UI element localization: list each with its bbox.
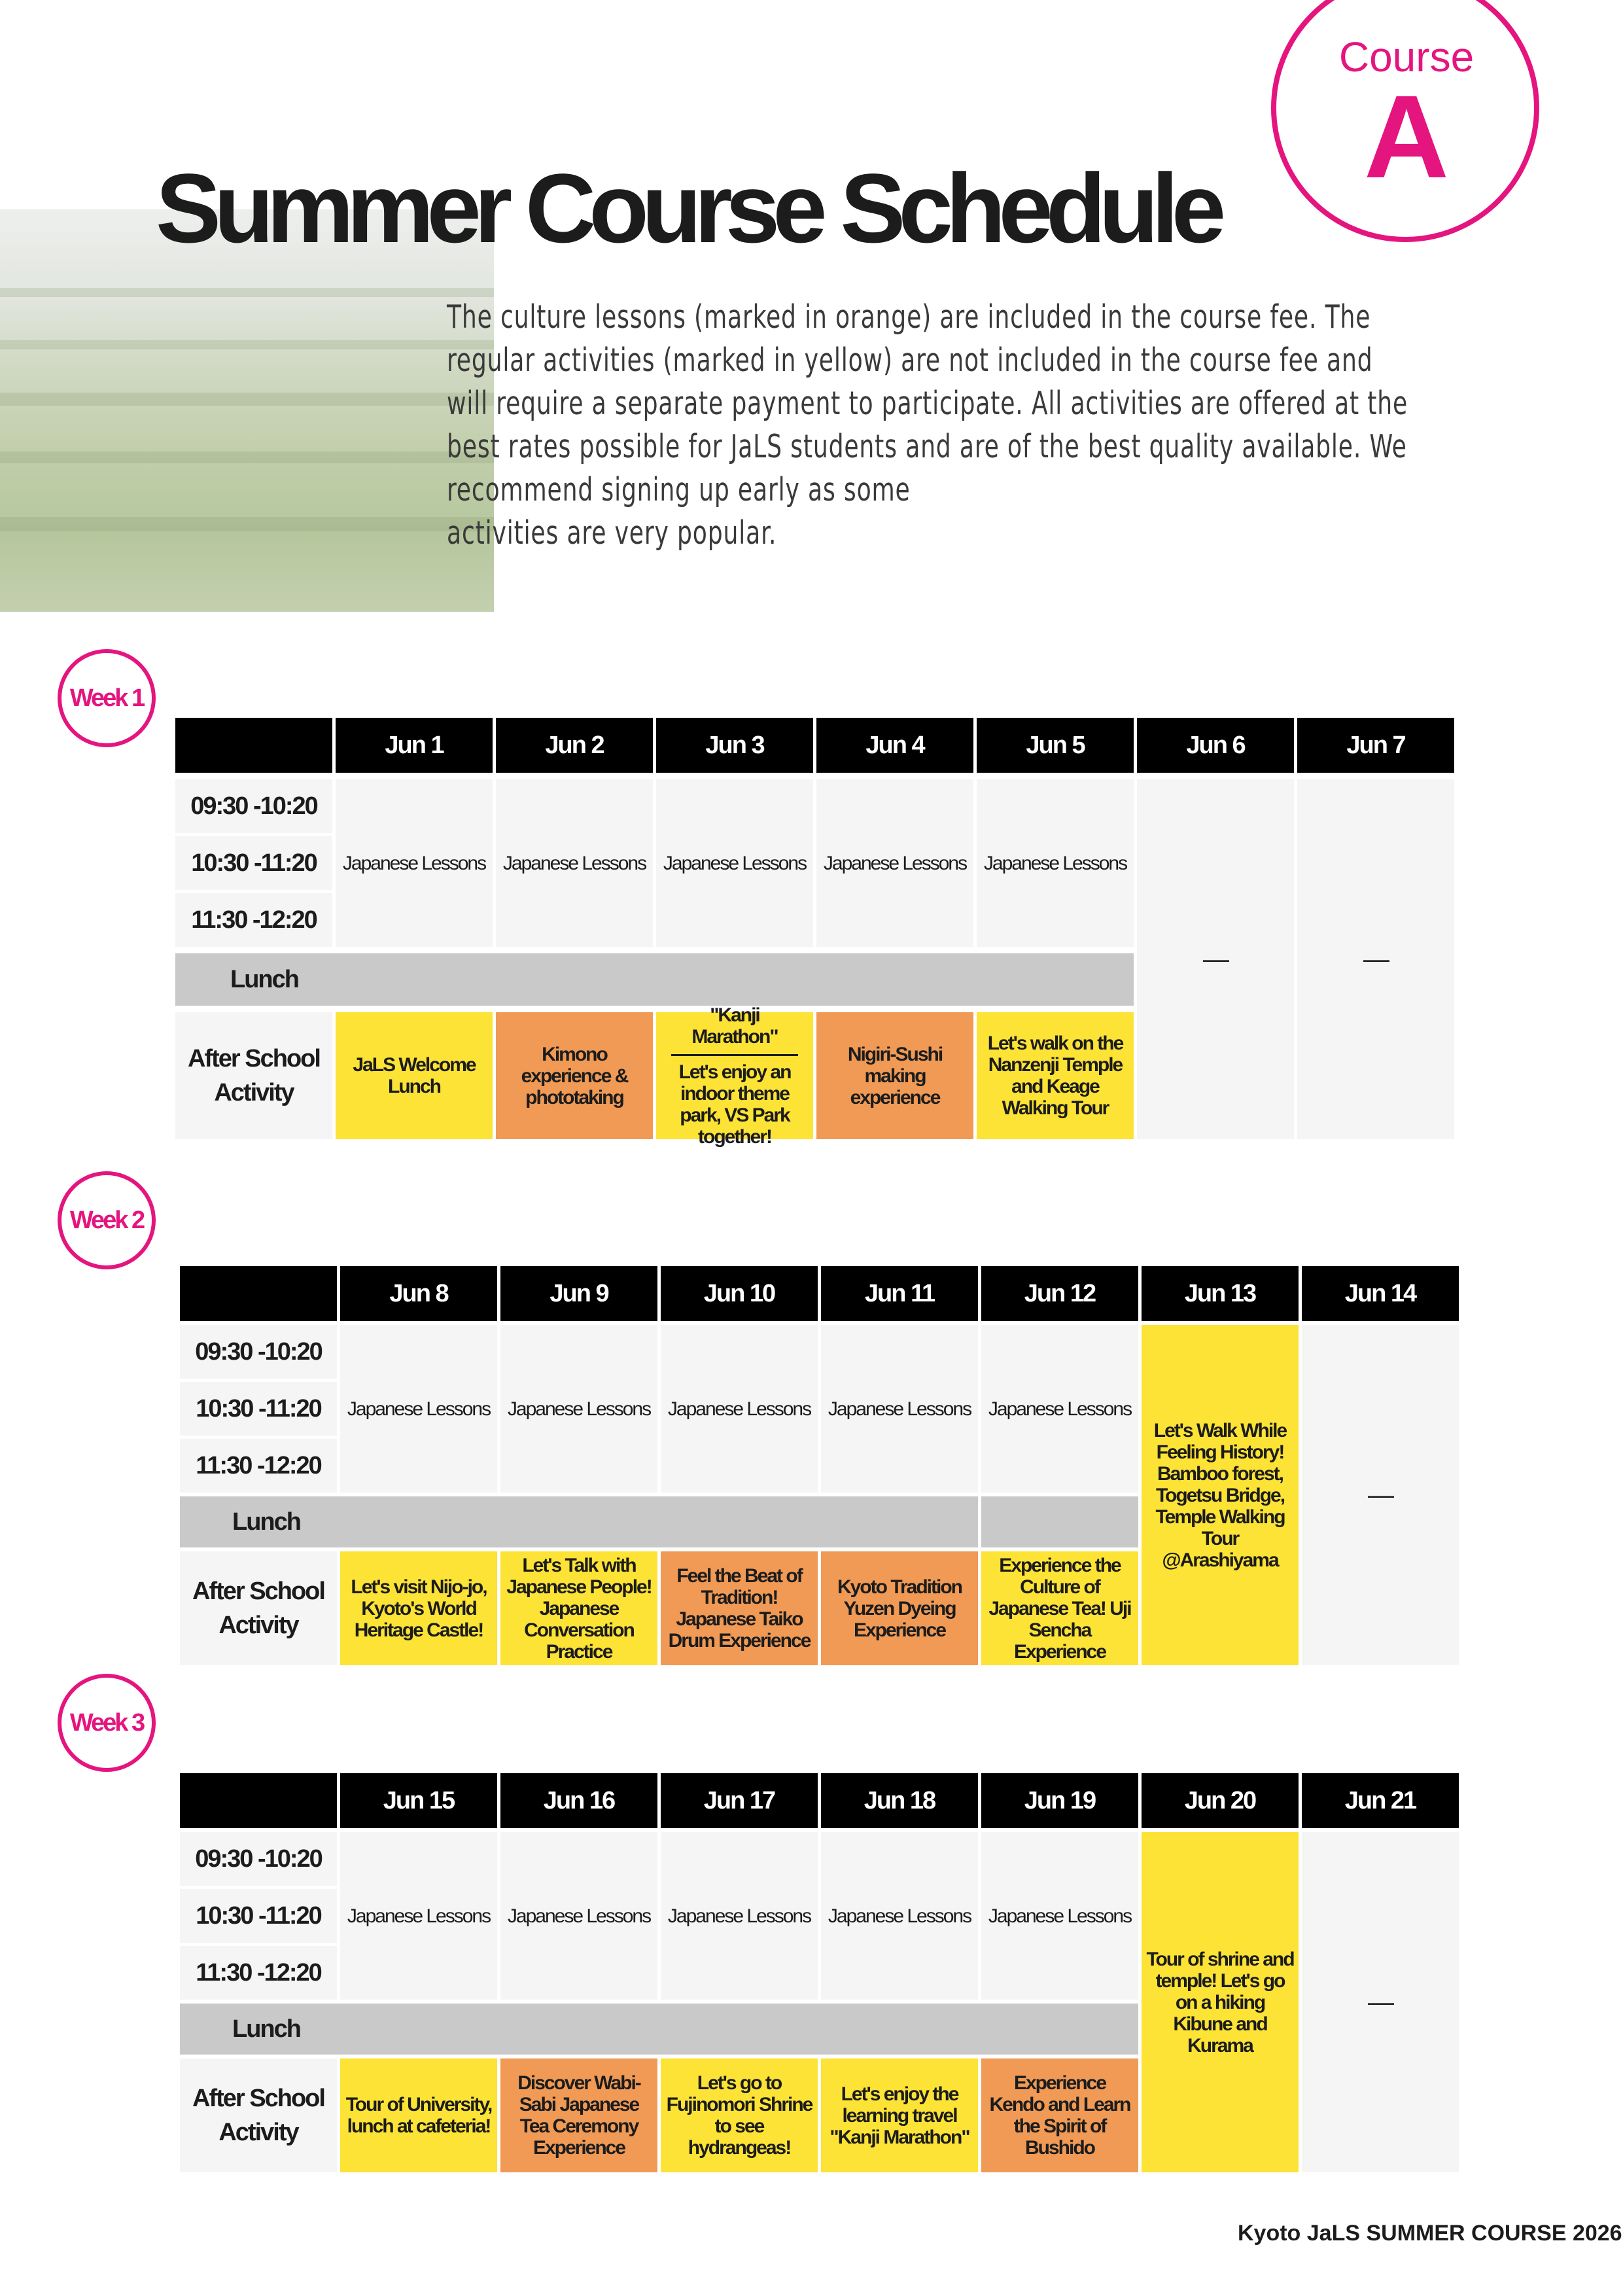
time-slot: 11:30 -12:20 [180,1946,337,2000]
activity-cell: JaLS Welcome Lunch [336,1012,493,1139]
week-label: Week 1 [69,684,144,712]
day-header: Jun 18 [821,1773,978,1828]
intro-line: The culture lessons (marked in orange) are included in the course fee. The [447,298,1371,336]
lesson-cell: Japanese Lessons [496,779,653,947]
header-blank [180,1773,337,1828]
course-badge [1266,0,1547,262]
lesson-cell: Japanese Lessons [981,1832,1138,2000]
course-letter: A [1364,71,1449,203]
lesson-cell: Japanese Lessons [340,1832,497,2000]
day-header: Jun 6 [1137,718,1294,773]
time-slot: 11:30 -12:20 [175,893,332,947]
week-1-badge [58,649,156,747]
course-word: Course [1338,33,1475,80]
activity-cell: Feel the Beat of Tradition! Japanese Taiko Drum Experience [661,1551,818,1665]
intro-line: recommend signing up early as some [447,471,911,508]
header-blank [175,718,332,773]
after-school-label: After School Activity [180,2058,337,2172]
day-header: Jun 21 [1302,1773,1459,1828]
no-activity: — [1297,779,1454,1139]
time-slot: 10:30 -11:20 [180,1889,337,1943]
day-header: Jun 17 [661,1773,818,1828]
activity-cell: Tour of University, lunch at cafeteria! [340,2058,497,2172]
day-header: Jun 3 [656,718,813,773]
time-slot: 09:30 -10:20 [180,1325,337,1379]
day-header: Jun 2 [496,718,653,773]
intro-line: best rates possible for JaLS students and are of the best quality available. We [447,428,1407,465]
lesson-cell: Japanese Lessons [977,779,1134,947]
lunch-row-extension [981,1496,1138,1547]
day-header: Jun 9 [500,1266,657,1321]
activity-cell: Let's Walk While Feeling History! Bamboo forest, Togetsu Bridge, Temple Walking Tour @Arashiyama [1142,1325,1299,1665]
header-blank [180,1266,337,1321]
activity-cell: Kyoto Tradition Yuzen Dyeing Experience [821,1551,978,1665]
activity-cell: Let's go to Fujinomori Shrine to see hydrangeas! [661,2058,818,2172]
day-header: Jun 15 [340,1773,497,1828]
activity-cell: Let's visit Nijo-jo, Kyoto's World Heritage Castle! [340,1551,497,1665]
activity-cell: Let's walk on the Nanzenji Temple and Keage Walking Tour [977,1012,1134,1139]
activity-cell: Kimono experience & phototaking [496,1012,653,1139]
no-activity: — [1302,1325,1459,1665]
lesson-cell: Japanese Lessons [656,779,813,947]
time-slot: 09:30 -10:20 [180,1832,337,1886]
day-header: Jun 4 [816,718,973,773]
page-title: Summer Course Schedule [156,153,1219,263]
lesson-cell: Japanese Lessons [816,779,973,947]
day-header: Jun 1 [336,718,493,773]
footer-text: Kyoto JaLS SUMMER COURSE 2026 [1238,2221,1622,2246]
activity-cell: Experience the Culture of Japanese Tea! Uji Sencha Experience [981,1551,1138,1665]
day-header: Jun 14 [1302,1266,1459,1321]
time-slot: 11:30 -12:20 [180,1439,337,1492]
lesson-cell: Japanese Lessons [821,1325,978,1492]
time-slot: 10:30 -11:20 [180,1382,337,1436]
time-slot: 10:30 -11:20 [175,836,332,890]
activity-cell [656,1004,813,1148]
intro-line: activities are very popular. [447,514,777,552]
activity-cell: Experience Kendo and Learn the Spirit of Bushido [981,2058,1138,2172]
day-header: Jun 8 [340,1266,497,1321]
lesson-cell: Japanese Lessons [661,1325,818,1492]
activity-text: Let's enjoy an indoor theme park, VS Park together! [678,1061,791,1148]
day-header: Jun 13 [1142,1266,1299,1321]
tea-field-photo [0,209,494,612]
day-header: Jun 20 [1142,1773,1299,1828]
lunch-row: Lunch [175,953,1134,1006]
lesson-cell: Japanese Lessons [500,1325,657,1492]
after-school-label: After School Activity [180,1551,337,1665]
day-header: Jun 10 [661,1266,818,1321]
lesson-cell: Japanese Lessons [981,1325,1138,1492]
intro-paragraph [447,296,1533,555]
activity-cell: Nigiri-Sushi making experience [816,1012,973,1139]
lesson-cell: Japanese Lessons [821,1832,978,2000]
day-header: Jun 19 [981,1773,1138,1828]
lesson-cell: Japanese Lessons [500,1832,657,2000]
no-activity: — [1302,1832,1459,2172]
activity-cell: Let's Talk with Japanese People! Japanese Conversation Practice [500,1551,657,1665]
week-2-badge [58,1171,156,1269]
time-slot: 09:30 -10:20 [175,779,332,833]
activity-cell: Let's enjoy the learning travel "Kanji Marathon" [821,2058,978,2172]
week-3-badge [58,1674,156,1772]
intro-line: will require a separate payment to participate. All activities are offered at the [447,385,1408,422]
no-activity: — [1137,779,1294,1139]
activity-title: "Kanji Marathon" [671,1004,798,1056]
activity-cell: Tour of shrine and temple! Let's go on a hiking Kibune and Kurama [1142,1832,1299,2172]
day-header: Jun 5 [977,718,1134,773]
lesson-cell: Japanese Lessons [661,1832,818,2000]
day-header: Jun 12 [981,1266,1138,1321]
week-label: Week 3 [69,1708,144,1737]
after-school-label: After School Activity [175,1012,332,1139]
lunch-row: Lunch [180,2004,1138,2055]
day-header: Jun 16 [500,1773,657,1828]
activity-cell: Discover Wabi-Sabi Japanese Tea Ceremony Experience [500,2058,657,2172]
week-label: Week 2 [69,1206,144,1234]
intro-line: regular activities (marked in yellow) are not included in the course fee and [447,342,1373,379]
lesson-cell: Japanese Lessons [336,779,493,947]
lunch-row: Lunch [180,1496,978,1547]
lesson-cell: Japanese Lessons [340,1325,497,1492]
day-header: Jun 11 [821,1266,978,1321]
day-header: Jun 7 [1297,718,1454,773]
